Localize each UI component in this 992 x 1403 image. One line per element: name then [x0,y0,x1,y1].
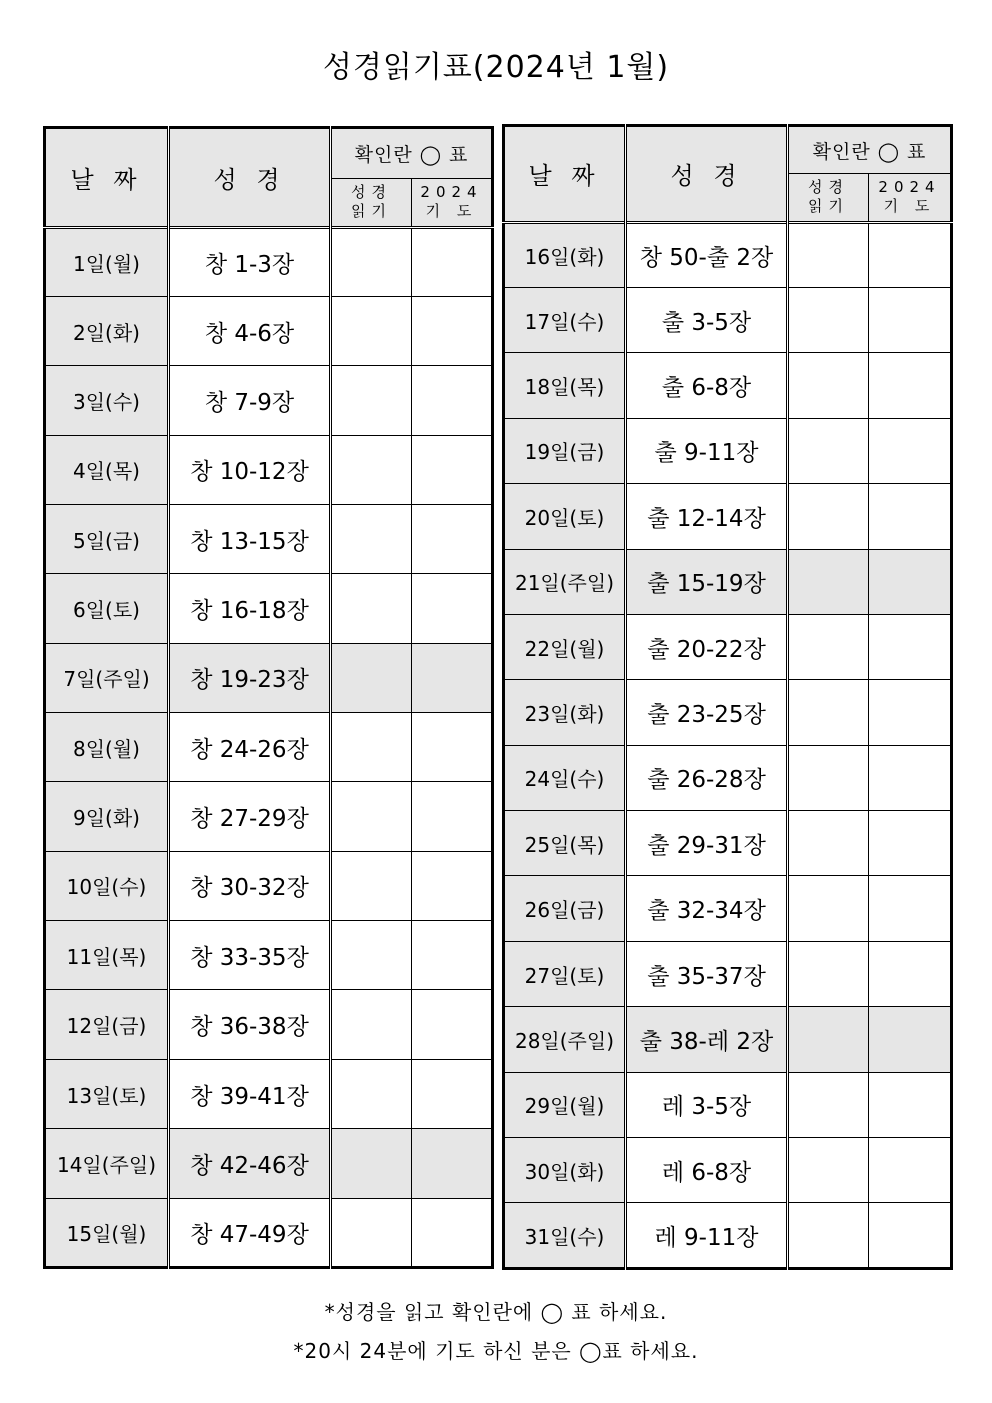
reading-check-cell[interactable] [331,990,412,1059]
confirm-header: 확인란 ◯ 표 [331,128,493,179]
reading-check-cell[interactable] [331,643,412,712]
scripture-header: 성 경 [626,126,788,223]
prayer-check-cell[interactable] [412,921,493,990]
passage-cell: 창 27-29장 [169,782,331,851]
table-row [45,296,493,365]
table-row [45,1129,493,1198]
passage-cell: 출 3-5장 [626,287,788,352]
passage-cell: 출 6-8장 [626,353,788,418]
reading-check-cell[interactable] [331,1198,412,1267]
passage-cell: 출 26-28장 [626,745,788,810]
passage-cell: 창 47-49장 [169,1198,331,1267]
prayer-check-cell[interactable] [869,353,952,418]
date-cell: 27일(토) [504,941,626,1006]
passage-cell: 창 36-38장 [169,990,331,1059]
passage-cell: 창 1-3장 [169,227,331,296]
reading-check-cell[interactable] [788,287,869,352]
passage-cell: 출 35-37장 [626,941,788,1006]
table-row [45,851,493,920]
date-cell: 9일(화) [45,782,169,851]
prayer-check-cell[interactable] [412,782,493,851]
reading-check-cell[interactable] [788,1072,869,1137]
prayer-check-cell[interactable] [869,549,952,614]
reading-check-cell[interactable] [788,614,869,679]
passage-cell: 창 10-12장 [169,435,331,504]
passage-cell: 출 15-19장 [626,549,788,614]
prayer-check-cell[interactable] [412,435,493,504]
table-row [45,366,493,435]
passage-cell: 출 12-14장 [626,484,788,549]
scripture-header: 성 경 [169,128,331,228]
passage-cell: 창 7-9장 [169,366,331,435]
table-row [45,1059,493,1128]
table-row [504,680,952,745]
passage-cell: 창 39-41장 [169,1059,331,1128]
table-row [504,484,952,549]
passage-cell: 출 20-22장 [626,614,788,679]
reading-check-cell[interactable] [331,227,412,296]
table-row [45,1198,493,1267]
prayer-check-cell[interactable] [869,941,952,1006]
table-row [45,574,493,643]
reading-check-cell[interactable] [331,713,412,782]
table-row [504,1203,952,1269]
date-cell: 12일(금) [45,990,169,1059]
table-row [504,876,952,941]
date-cell: 20일(토) [504,484,626,549]
date-cell: 14일(주일) [45,1129,169,1198]
prayer-check-cell[interactable] [869,418,952,483]
date-cell: 10일(수) [45,851,169,920]
passage-cell: 레 6-8장 [626,1138,788,1203]
passage-cell: 출 32-34장 [626,876,788,941]
table-row [45,643,493,712]
reading-check-cell[interactable] [331,782,412,851]
table-row [45,990,493,1059]
reading-check-cell[interactable] [788,876,869,941]
passage-cell: 출 29-31장 [626,811,788,876]
prayer-subheader: 2024 기 도 [412,179,493,227]
date-cell: 25일(목) [504,811,626,876]
prayer-check-cell[interactable] [869,811,952,876]
prayer-check-cell[interactable] [869,745,952,810]
note-reading: *성경을 읽고 확인란에 ◯ 표 하세요. [324,1300,668,1324]
prayer-check-cell[interactable] [412,1059,493,1128]
table-row [504,1072,952,1137]
prayer-check-cell[interactable] [412,643,493,712]
reading-check-cell[interactable] [331,921,412,990]
date-cell: 21일(주일) [504,549,626,614]
table-row [504,549,952,614]
reading-check-cell[interactable] [331,574,412,643]
passage-cell: 창 13-15장 [169,504,331,573]
prayer-check-cell[interactable] [412,227,493,296]
reading-check-cell[interactable] [788,222,869,287]
page-title: 성경읽기표(2024년 1월) [322,50,670,85]
passage-cell: 레 9-11장 [626,1203,788,1269]
reading-check-cell[interactable] [788,811,869,876]
passage-cell: 창 4-6장 [169,296,331,365]
date-cell: 30일(화) [504,1138,626,1203]
passage-cell: 창 50-출 2장 [626,222,788,287]
date-cell: 13일(토) [45,1059,169,1128]
prayer-check-cell[interactable] [869,614,952,679]
table-row [504,745,952,810]
reading-check-cell[interactable] [331,296,412,365]
reading-check-cell[interactable] [788,418,869,483]
table-row [504,1138,952,1203]
date-cell: 19일(금) [504,418,626,483]
reading-check-cell[interactable] [331,1059,412,1128]
date-cell: 16일(화) [504,222,626,287]
reading-check-cell[interactable] [788,680,869,745]
date-cell: 29일(월) [504,1072,626,1137]
prayer-check-cell[interactable] [869,1007,952,1072]
prayer-check-cell[interactable] [412,1198,493,1267]
prayer-check-cell[interactable] [869,876,952,941]
date-cell: 17일(수) [504,287,626,352]
note-prayer: *20시 24분에 기도 하신 분은 ◯표 하세요. [293,1339,699,1363]
table-row [45,713,493,782]
reading-check-cell[interactable] [331,851,412,920]
prayer-check-cell[interactable] [412,366,493,435]
prayer-check-cell[interactable] [869,1072,952,1137]
table-row [504,614,952,679]
prayer-check-cell[interactable] [869,287,952,352]
table-row [504,1007,952,1072]
table-row [504,941,952,1006]
date-cell: 4일(목) [45,435,169,504]
date-cell: 2일(화) [45,296,169,365]
date-header: 날 짜 [504,126,626,223]
date-cell: 7일(주일) [45,643,169,712]
prayer-check-cell[interactable] [869,680,952,745]
table-row [45,435,493,504]
table-row [504,287,952,352]
reading-table-right [502,124,953,1270]
passage-cell: 레 3-5장 [626,1072,788,1137]
passage-cell: 창 42-46장 [169,1129,331,1198]
passage-cell: 출 9-11장 [626,418,788,483]
prayer-check-cell[interactable] [869,484,952,549]
date-cell: 24일(수) [504,745,626,810]
date-cell: 28일(주일) [504,1007,626,1072]
passage-cell: 창 30-32장 [169,851,331,920]
passage-cell: 창 16-18장 [169,574,331,643]
passage-cell: 창 24-26장 [169,713,331,782]
prayer-check-cell[interactable] [869,1203,952,1269]
confirm-header: 확인란 ◯ 표 [788,126,952,174]
prayer-check-cell[interactable] [412,296,493,365]
date-cell: 3일(수) [45,366,169,435]
reading-check-cell[interactable] [788,1203,869,1269]
reading-check-cell[interactable] [788,484,869,549]
prayer-check-cell[interactable] [412,851,493,920]
date-cell: 1일(월) [45,227,169,296]
table-row [45,782,493,851]
table-row [45,921,493,990]
passage-cell: 창 33-35장 [169,921,331,990]
date-cell: 5일(금) [45,504,169,573]
table-row [504,811,952,876]
date-cell: 11일(목) [45,921,169,990]
date-header: 날 짜 [45,128,169,228]
date-cell: 6일(토) [45,574,169,643]
reading-subheader: 성경 읽기 [331,179,412,227]
date-cell: 22일(월) [504,614,626,679]
date-cell: 26일(금) [504,876,626,941]
reading-check-cell[interactable] [331,435,412,504]
prayer-check-cell[interactable] [869,1138,952,1203]
table-row [45,504,493,573]
passage-cell: 창 19-23장 [169,643,331,712]
prayer-check-cell[interactable] [412,713,493,782]
reading-check-cell[interactable] [788,1007,869,1072]
reading-check-cell[interactable] [788,1138,869,1203]
passage-cell: 출 38-레 2장 [626,1007,788,1072]
reading-check-cell[interactable] [331,504,412,573]
table-row [504,418,952,483]
prayer-check-cell[interactable] [412,990,493,1059]
date-cell: 18일(목) [504,353,626,418]
table-row [504,222,952,287]
reading-table-left [43,126,494,1269]
reading-check-cell[interactable] [331,1129,412,1198]
reading-check-cell[interactable] [788,941,869,1006]
reading-subheader: 성경 읽기 [788,174,869,222]
table-row [504,353,952,418]
date-cell: 23일(화) [504,680,626,745]
date-cell: 15일(월) [45,1198,169,1267]
prayer-check-cell[interactable] [412,574,493,643]
reading-check-cell[interactable] [331,366,412,435]
reading-check-cell[interactable] [788,549,869,614]
date-cell: 8일(월) [45,713,169,782]
prayer-subheader: 2024 기 도 [869,174,952,222]
passage-cell: 출 23-25장 [626,680,788,745]
reading-check-cell[interactable] [788,353,869,418]
prayer-check-cell[interactable] [412,504,493,573]
table-row [45,227,493,296]
prayer-check-cell[interactable] [412,1129,493,1198]
reading-check-cell[interactable] [788,745,869,810]
date-cell: 31일(수) [504,1203,626,1269]
prayer-check-cell[interactable] [869,222,952,287]
